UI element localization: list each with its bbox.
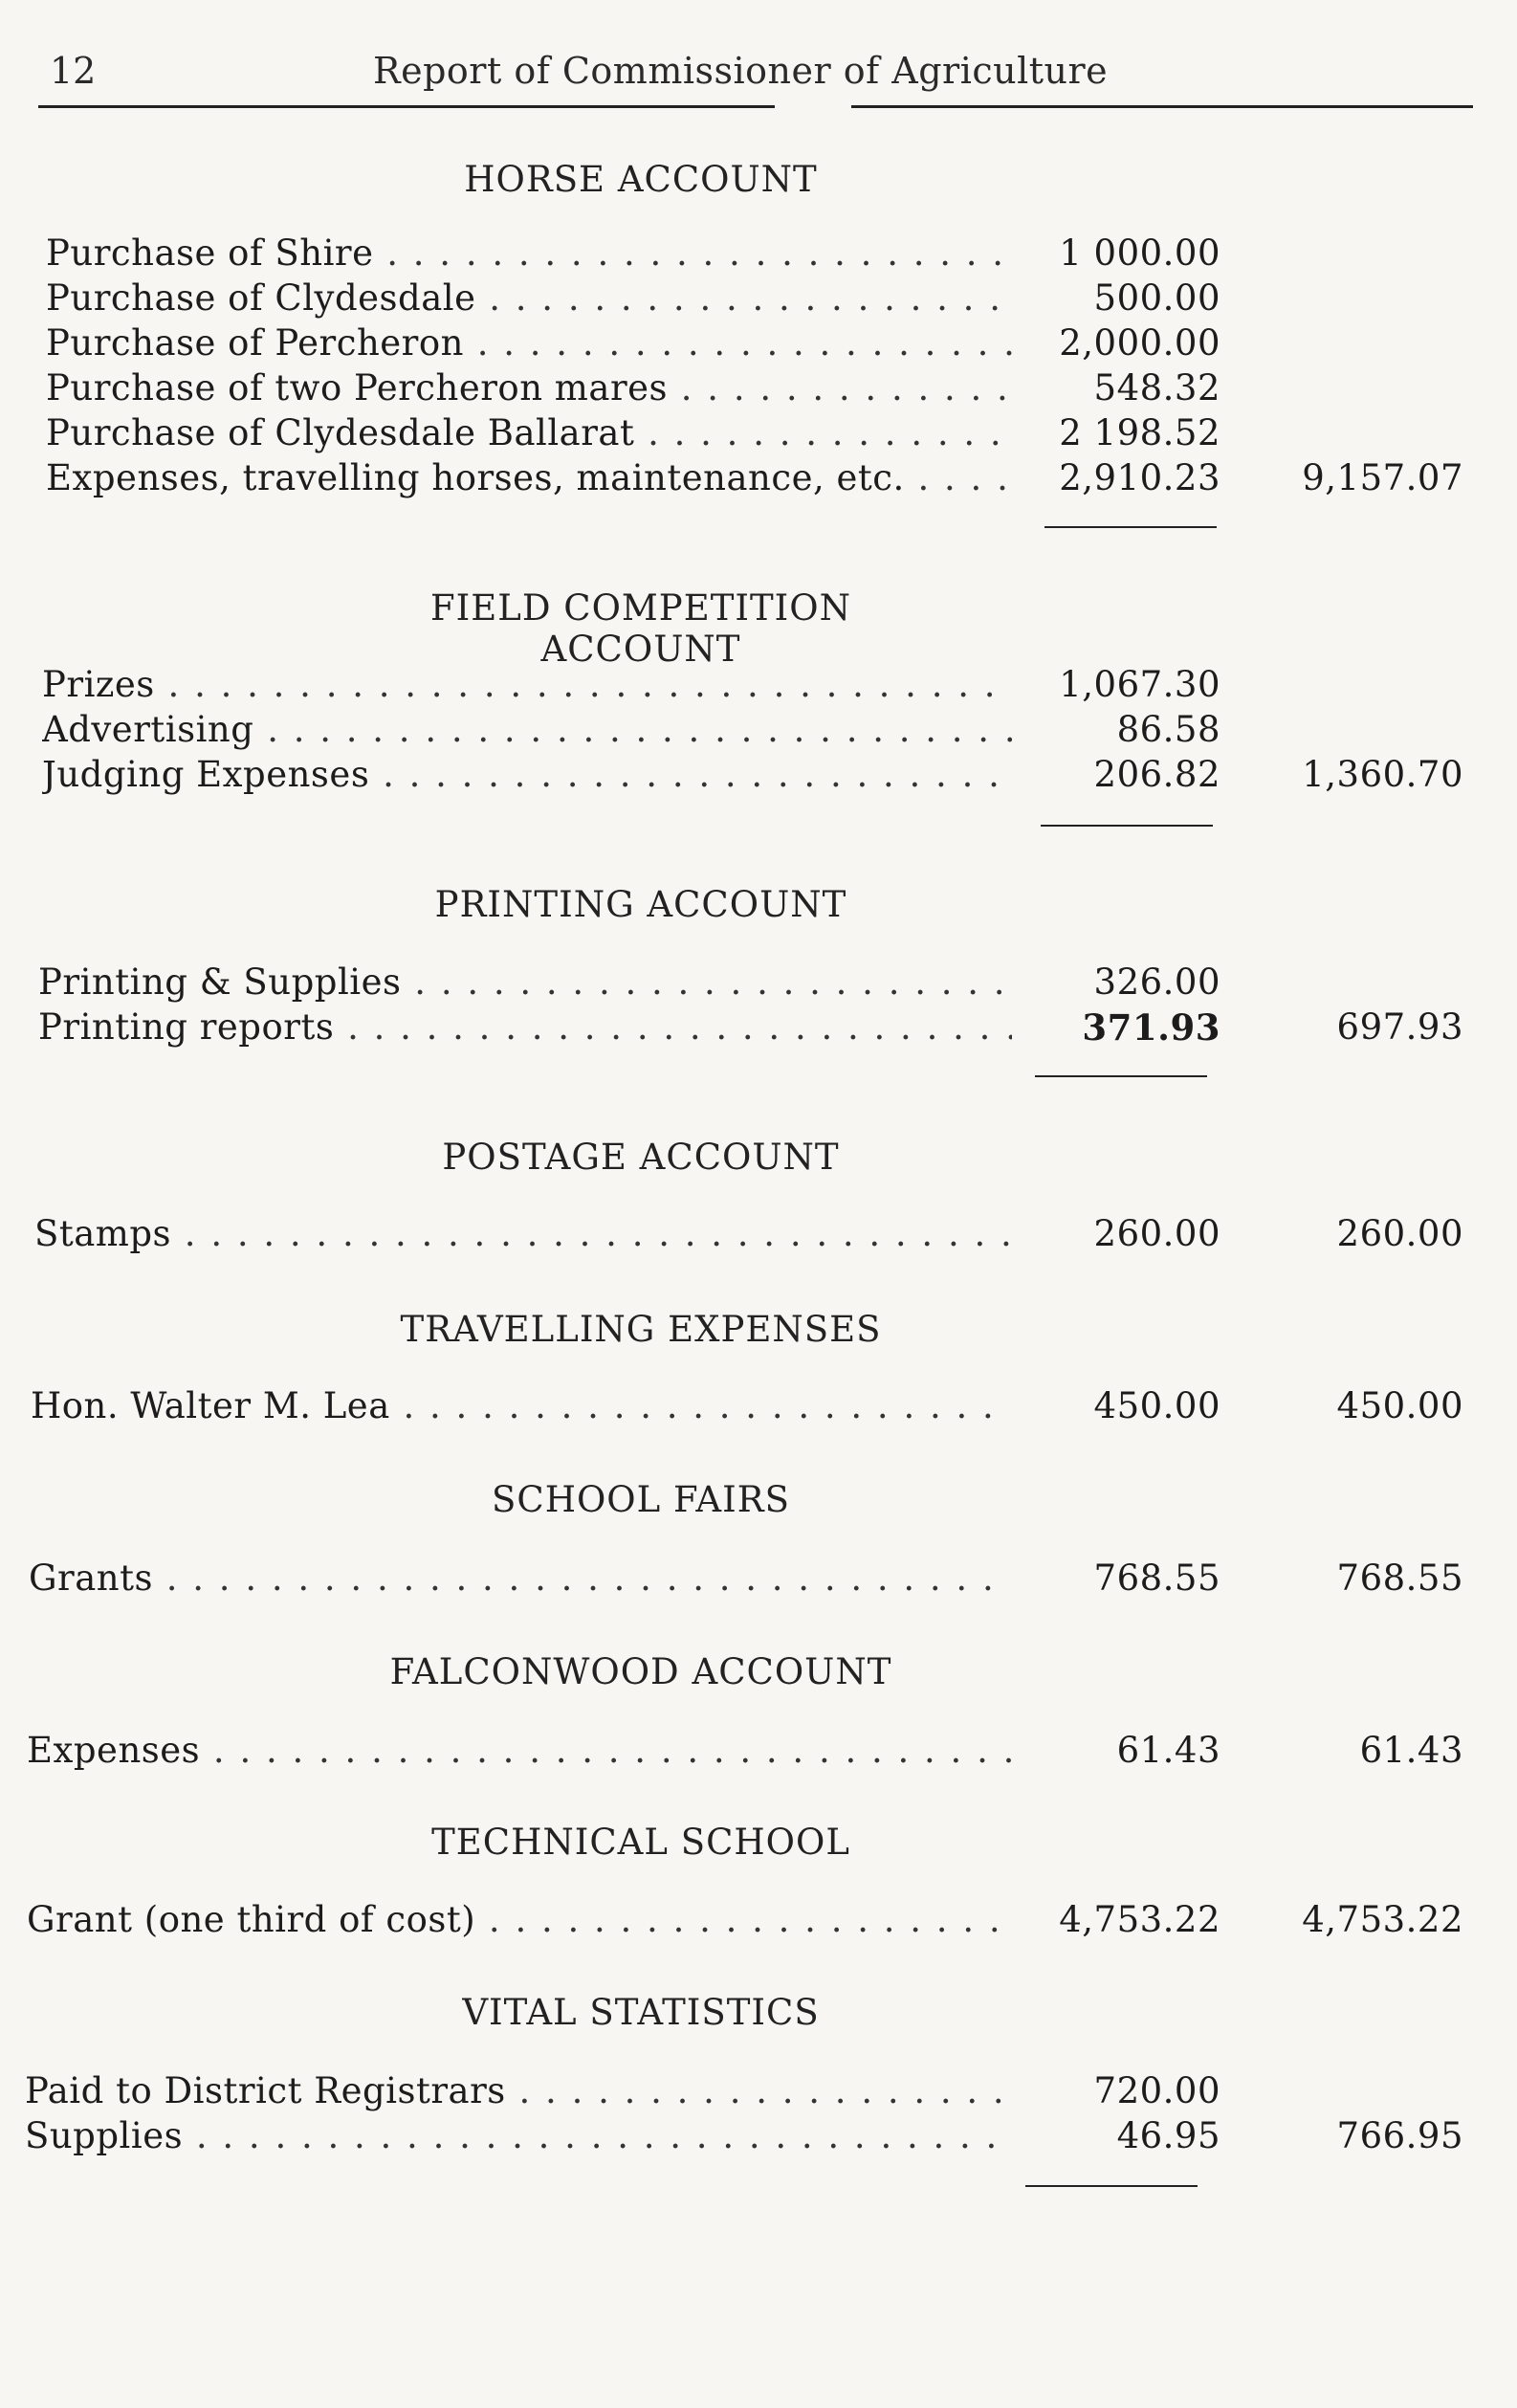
item-label: Expenses . . . <box>27 1730 1012 1771</box>
header-rule-right <box>851 105 1473 108</box>
ledger-row <box>0 412 1517 458</box>
running-head <box>0 50 1517 117</box>
section-total: 61.43 <box>1359 1730 1463 1771</box>
item-amount: 720.00 <box>1093 2070 1220 2111</box>
ledger-row <box>0 754 1517 800</box>
item-label: Prizes . . . <box>42 664 1012 705</box>
item-label: Purchase of Clydesdale Ballarat . . . <box>46 412 1012 453</box>
item-amount: 1 000.00 <box>1059 232 1220 274</box>
section-total: 768.55 <box>1336 1557 1463 1599</box>
ledger-row <box>0 1006 1517 1052</box>
ledger-row <box>0 1385 1517 1431</box>
item-amount: 2,000.00 <box>1059 322 1220 364</box>
subtotal-rule <box>1035 1075 1207 1077</box>
ledger-row <box>0 2115 1517 2161</box>
header-rule-left <box>38 105 775 108</box>
item-label: Printing & Supplies . . . <box>38 961 1012 1003</box>
ledger-row <box>0 1730 1517 1776</box>
subtotal-rule <box>1025 2185 1198 2187</box>
section-title-travelling-expenses: TRAVELLING EXPENSES <box>400 1309 882 1350</box>
section-title-technical-school: TECHNICAL SCHOOL <box>431 1822 850 1863</box>
item-amount: 2,910.23 <box>1059 457 1220 498</box>
ledger-row <box>0 961 1517 1007</box>
item-label: Expenses, travelling horses, maintenance, etc. . . . <box>46 457 1012 498</box>
section-title-printing-account: PRINTING ACCOUNT <box>434 884 847 925</box>
subtotal-rule <box>1044 526 1217 528</box>
item-label: Purchase of Clydesdale . . . <box>46 277 1012 319</box>
item-amount: 2 198.52 <box>1059 412 1220 453</box>
ledger-row <box>0 664 1517 710</box>
ledger-row <box>0 1213 1517 1259</box>
item-amount: 768.55 <box>1093 1557 1220 1599</box>
item-amount: 450.00 <box>1093 1385 1220 1426</box>
item-amount: 61.43 <box>1116 1730 1220 1771</box>
item-label: Paid to District Registrars . . . <box>25 2070 1012 2111</box>
ledger-row <box>0 1899 1517 1945</box>
item-label: Stamps . . . <box>34 1213 1012 1254</box>
ledger-row <box>0 1557 1517 1603</box>
section-title-falconwood-account: FALCONWOOD ACCOUNT <box>389 1651 892 1692</box>
ledger-row <box>0 2070 1517 2116</box>
section-title-vital-statistics: VITAL STATISTICS <box>462 1992 820 2033</box>
ledger-row <box>0 322 1517 368</box>
item-amount: 548.32 <box>1093 367 1220 409</box>
section-total: 260.00 <box>1336 1213 1463 1254</box>
section-title-postage-account: POSTAGE ACCOUNT <box>442 1137 840 1178</box>
item-amount: 86.58 <box>1116 709 1220 750</box>
item-amount: 326.00 <box>1093 961 1220 1003</box>
item-label: Printing reports . . . <box>38 1006 1012 1048</box>
ledger-row <box>0 457 1517 503</box>
section-total: 4,753.22 <box>1302 1899 1463 1940</box>
item-label: Supplies . . . <box>25 2115 1012 2156</box>
item-label: Purchase of two Percheron mares . . . <box>46 367 1012 409</box>
item-label: Grant (one third of cost) . . . <box>27 1899 1012 1940</box>
section-total: 766.95 <box>1336 2115 1463 2156</box>
item-amount: 206.82 <box>1093 754 1220 795</box>
running-title: Report of Commissioner of Agriculture <box>373 50 1109 92</box>
item-amount: 1,067.30 <box>1059 664 1220 705</box>
ledger-row <box>0 277 1517 323</box>
item-label: Hon. Walter M. Lea . . . <box>31 1385 1012 1426</box>
item-amount: 4,753.22 <box>1059 1899 1220 1940</box>
item-amount: 500.00 <box>1093 277 1220 319</box>
section-total: 697.93 <box>1336 1006 1463 1048</box>
item-amount: 46.95 <box>1116 2115 1220 2156</box>
item-label: Purchase of Percheron . . . <box>46 322 1012 364</box>
section-total: 1,360.70 <box>1302 754 1463 795</box>
section-total: 450.00 <box>1336 1385 1463 1426</box>
ledger-row <box>0 709 1517 755</box>
ledger-row <box>0 232 1517 278</box>
item-label: Purchase of Shire . . . <box>46 232 1012 274</box>
ledger-row <box>0 367 1517 413</box>
item-label: Advertising . . . <box>42 709 1012 750</box>
section-title-field-competition: FIELD COMPETITION ACCOUNT <box>429 587 852 670</box>
item-label: Judging Expenses . . . <box>42 754 1012 795</box>
item-amount: 260.00 <box>1093 1213 1220 1254</box>
page-number: 12 <box>50 50 97 92</box>
section-title-horse-account: HORSE ACCOUNT <box>464 159 818 200</box>
item-amount: 371.93 <box>1082 1006 1220 1049</box>
section-title-school-fairs: SCHOOL FAIRS <box>492 1479 790 1520</box>
section-total: 9,157.07 <box>1302 457 1463 498</box>
item-label: Grants . . . <box>29 1557 1012 1599</box>
subtotal-rule <box>1041 825 1213 827</box>
